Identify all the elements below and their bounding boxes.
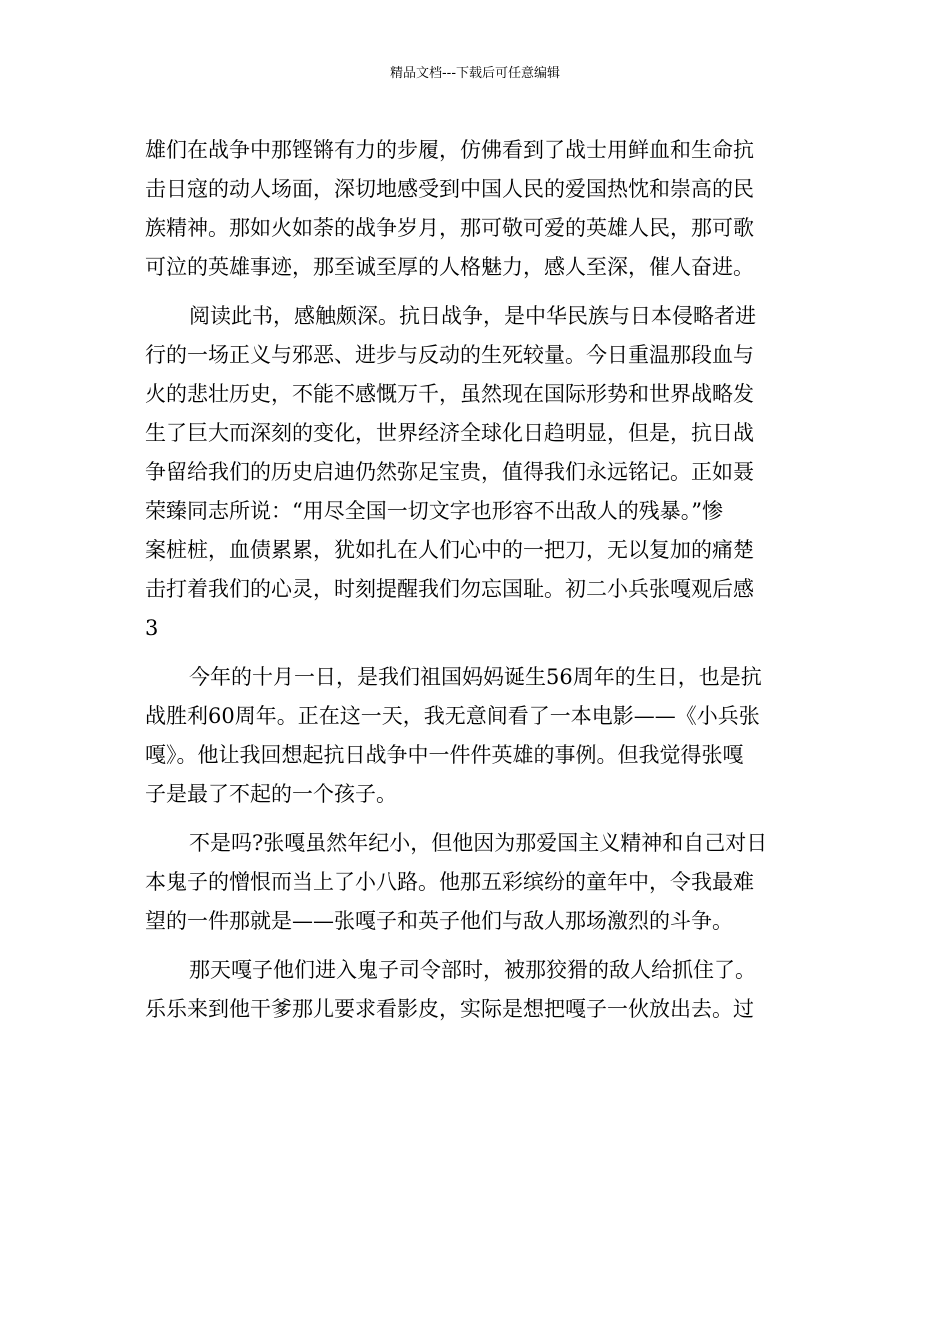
text-line: 望的一件那就是——张嘎子和英子他们与敌人那场激烈的斗争。 [145,909,733,933]
text-line: 荣臻同志所说：“用尽全国一切文字也形容不出敌人的残暴。”惨 [145,499,723,523]
text-line: 不是吗?张嘎虽然年纪小，但他因为那爱国主义精神和自己对日 [189,831,768,855]
text-line: 那天嘎子他们进入鬼子司令部时，被那狡猾的敌人给抓住了。 [189,958,756,982]
text-line: 火的悲壮历史，不能不感慨万千，虽然现在国际形势和世界战略发 [145,382,754,406]
text-line: 3 [145,616,159,640]
page-header: 精品文档---下载后可任意编辑 [389,66,561,81]
text-line: 雄们在战争中那铿锵有力的步履，仿佛看到了战士用鲜血和生命抗 [145,138,754,162]
text-line: 族精神。那如火如荼的战争岁月，那可敬可爱的英雄人民，那可歌 [145,216,754,240]
text-line: 争留给我们的历史启迪仍然弥足宝贵，值得我们永远铭记。正如聂 [145,460,754,484]
text-line: 乐乐来到他干爹那儿要求看影皮，实际是想把嘎子一伙放出去。过 [145,997,754,1021]
text-line: 案桩桩，血债累累，犹如扎在人们心中的一把刀，无以复加的痛楚 [145,538,754,562]
text-line: 可泣的英雄事迹，那至诚至厚的人格魅力，感人至深，催人奋进。 [145,255,754,279]
text-line: 行的一场正义与邪恶、进步与反动的生死较量。今日重温那段血与 [145,343,754,367]
text-line: 今年的十月一日，是我们祖国妈妈诞生56周年的生日，也是抗 [189,665,762,689]
text-line: 阅读此书，感触颇深。抗日战争，是中华民族与日本侵略者进 [189,304,756,328]
text-line: 战胜利60周年。正在这一天，我无意间看了一本电影——《小兵张 [145,704,760,728]
text-line: 本鬼子的憎恨而当上了小八路。他那五彩缤纷的童年中，令我最难 [145,870,754,894]
text-line: 生了巨大而深刻的变化，世界经济全球化日趋明显，但是，抗日战 [145,421,754,445]
text-line: 击打着我们的心灵，时刻提醒我们勿忘国耻。初二小兵张嘎观后感 [145,577,754,601]
text-line: 嘎》。他让我回想起抗日战争中一件件英雄的事例。但我觉得张嘎 [145,743,744,767]
document-body [145,131,815,1029]
text-line: 子是最了不起的一个孩子。 [145,782,397,806]
text-line: 击日寇的动人场面，深切地感受到中国人民的爱国热忱和崇高的民 [145,177,754,201]
